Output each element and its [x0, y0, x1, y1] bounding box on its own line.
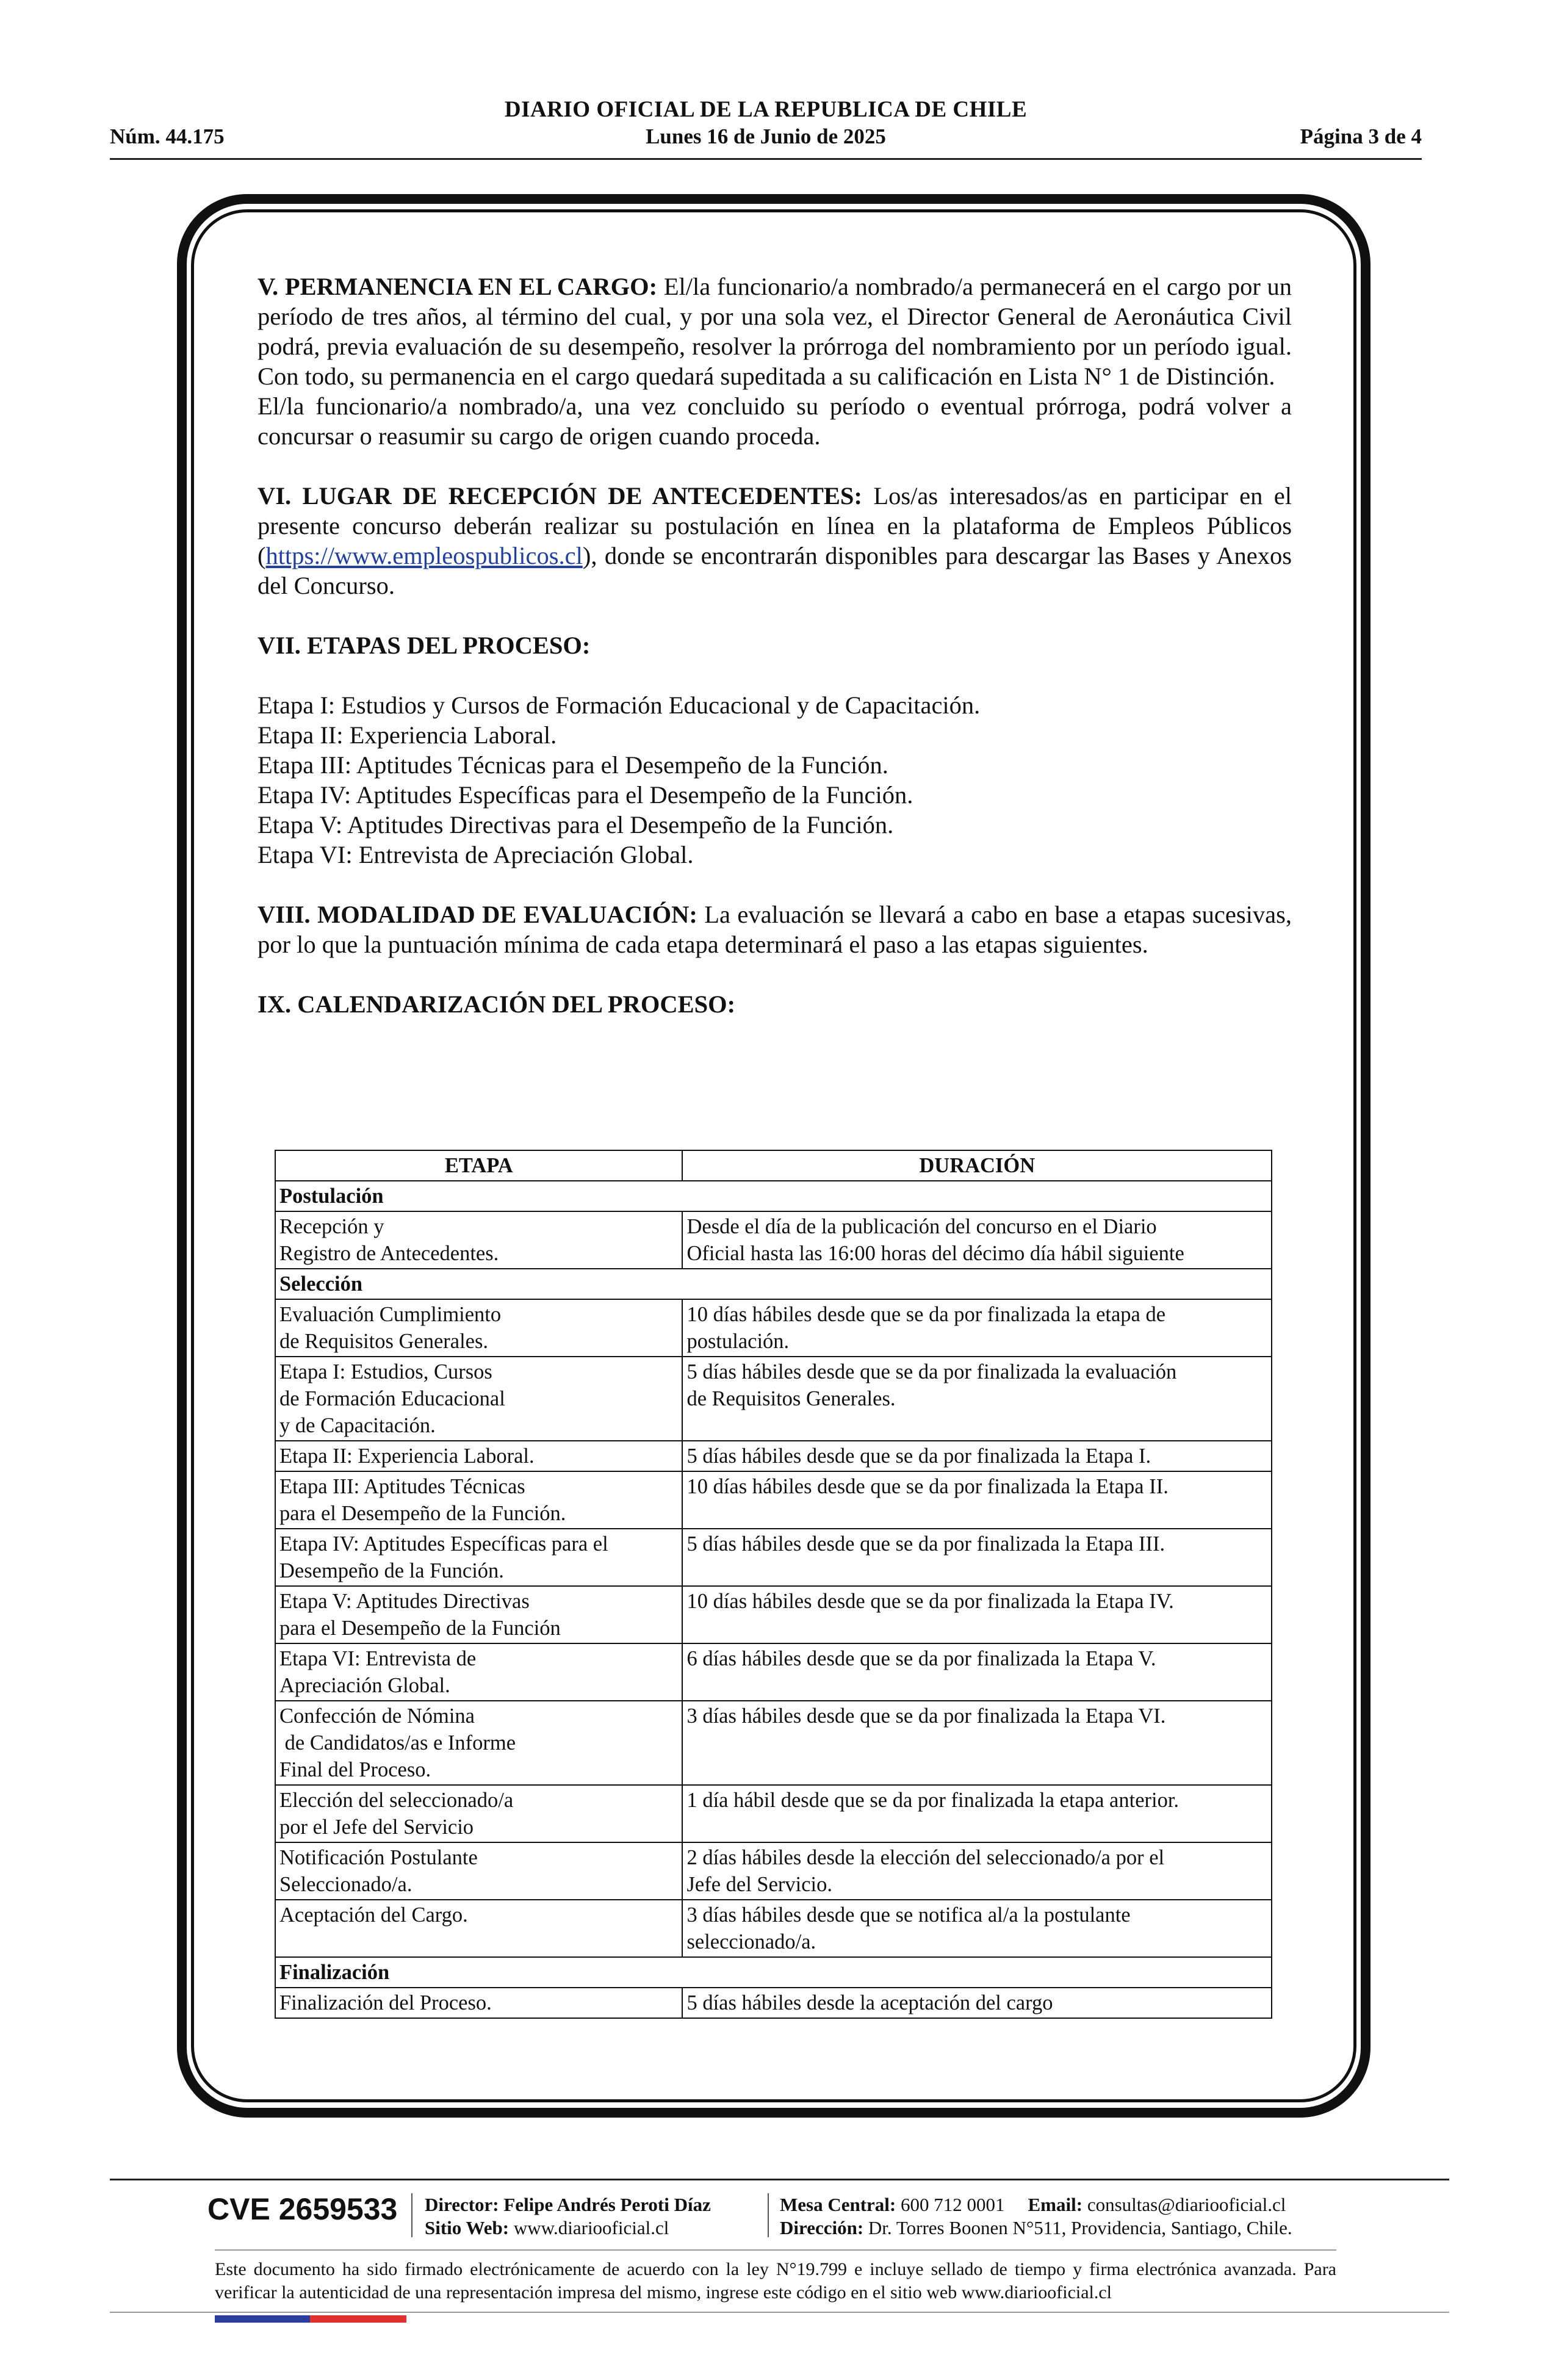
cell-duracion [682, 1471, 1272, 1529]
calendar-table [275, 1150, 1272, 2019]
cell-etapa [275, 1988, 682, 2018]
table-row [275, 1785, 1272, 1842]
website-line [425, 2216, 711, 2240]
cell-line: 5 días hábiles desde que se da por finalizada la Etapa I. [686, 1444, 1151, 1468]
footer-separator [768, 2193, 769, 2237]
document-body [258, 272, 1292, 1049]
address-text: Dr. Torres Boonen N°511, Providencia, Santiago, Chile. [863, 2217, 1292, 2238]
cell-etapa [275, 1299, 682, 1357]
cell-line: 5 días hábiles desde la aceptación del cargo [686, 1991, 1053, 2014]
stage-list [258, 690, 1292, 870]
cell-line: seleccionado/a. [686, 1930, 816, 1953]
cell-line: 10 días hábiles desde que se da por finalizada la Etapa II. [686, 1475, 1169, 1498]
group-finalizacion: Finalización [275, 1957, 1272, 1988]
director-name: Felipe Andrés Peroti Díaz [499, 2194, 711, 2215]
cell-line: por el Jefe del Servicio [279, 1816, 474, 1839]
cell-duracion [682, 1211, 1272, 1269]
cell-etapa [275, 1643, 682, 1701]
cell-line: Aceptación del Cargo. [279, 1903, 468, 1927]
cell-line: de Formación Educacional [279, 1387, 505, 1410]
cell-etapa [275, 1586, 682, 1643]
cell-line: para el Desempeño de la Función. [279, 1502, 566, 1525]
cell-line: Oficial hasta las 16:00 horas del décimo día hábil siguiente [686, 1242, 1184, 1265]
cell-line: Etapa IV: Aptitudes Específicas para el [279, 1532, 608, 1556]
cell-line: de Requisitos Generales. [686, 1387, 896, 1410]
cell-line: Jefe del Servicio. [686, 1873, 833, 1896]
website-link[interactable]: www.diariooficial.cl [509, 2217, 669, 2238]
cell-duracion [682, 1643, 1272, 1701]
table-row [275, 1900, 1272, 1957]
cell-line: de Requisitos Generales. [279, 1330, 489, 1353]
table-header-row [275, 1150, 1272, 1181]
cell-line: Etapa II: Experiencia Laboral. [279, 1444, 535, 1468]
footer-separator [411, 2193, 412, 2237]
page-header [110, 92, 1422, 160]
cell-duracion [682, 1299, 1272, 1357]
cell-line: 3 días hábiles desde que se da por finalizada la Etapa VI. [686, 1704, 1166, 1728]
section-modalidad [258, 900, 1292, 959]
table-row [275, 1211, 1272, 1269]
cell-etapa [275, 1900, 682, 1957]
cell-line: de Candidatos/as e Informe [279, 1731, 516, 1754]
section-permanencia [258, 272, 1292, 451]
cell-line: Desempeño de la Función. [279, 1559, 504, 1582]
cell-line: Etapa I: Estudios, Cursos [279, 1360, 492, 1383]
table-row [275, 1586, 1272, 1643]
paragraph: El/la funcionario/a nombrado/a, una vez concluido su período o eventual prórroga, podrá volver a concursar o reasumir su cargo de origen cuando proceda. [258, 392, 1292, 450]
cell-line: 3 días hábiles desde que se notifica al/a la postulante [686, 1903, 1131, 1927]
paragraph-text: Los/as interesados/as en participar en el presente concurso deberán realizar su postulación en línea en la plataforma de Empleos Públicos ( [258, 482, 1292, 569]
table-row [275, 1643, 1272, 1701]
section-heading: VI. LUGAR DE RECEPCIÓN DE ANTECEDENTES: [258, 482, 862, 510]
table-row [275, 1471, 1272, 1529]
cell-line: Seleccionado/a. [279, 1873, 412, 1896]
table-row [275, 1357, 1272, 1441]
paragraph [258, 900, 1292, 959]
cell-line: postulación. [686, 1330, 790, 1353]
website-label: Sitio Web: [425, 2217, 510, 2238]
cell-line: Recepción y [279, 1215, 384, 1238]
cell-duracion [682, 1785, 1272, 1842]
group-postulacion: Postulación [275, 1181, 1272, 1211]
cell-line: 2 días hábiles desde la elección del seleccionado/a por el [686, 1846, 1165, 1869]
cell-line: 5 días hábiles desde que se da por finalizada la Etapa III. [686, 1532, 1165, 1556]
list-item: Etapa VI: Entrevista de Apreciación Global. [258, 841, 694, 868]
cell-etapa [275, 1471, 682, 1529]
cell-line: Etapa VI: Entrevista de [279, 1647, 477, 1670]
section-heading: V. PERMANENCIA EN EL CARGO: [258, 273, 658, 300]
paragraph [258, 481, 1292, 600]
page-number: Página 3 de 4 [1300, 124, 1422, 148]
cell-etapa [275, 1529, 682, 1586]
section-etapas [258, 630, 1292, 870]
paragraph-text: El/la funcionario/a nombrado/a permanecerá en el cargo por un período de tres años, al término del cual, y por una sola vez, el Director General de Aeronáutica Civil podrá, previa evaluación de su desempeño, resolver la prórroga del nombramiento por un período igual. Con todo, su permanencia en el cargo quedará supeditada a su calificación en Lista N° 1 de Distinción. [258, 273, 1292, 390]
cell-line: Notificación Postulante [279, 1846, 478, 1869]
cell-etapa [275, 1441, 682, 1471]
section-calendario [258, 989, 1292, 1019]
section-heading: VIII. MODALIDAD DE EVALUACIÓN: [258, 901, 697, 928]
cell-line: y de Capacitación. [279, 1414, 436, 1437]
flag-stripe-blue [215, 2315, 310, 2323]
list-item: Etapa III: Aptitudes Técnicas para el Desempeño de la Función. [258, 751, 888, 779]
section-heading: IX. CALENDARIZACIÓN DEL PROCESO: [258, 990, 736, 1018]
footer-divider [110, 2179, 1449, 2180]
list-item: Etapa V: Aptitudes Directivas para el Desempeño de la Función. [258, 811, 894, 838]
cell-line: Confección de Nómina [279, 1704, 475, 1728]
group-seleccion: Selección [275, 1269, 1272, 1299]
address-label: Dirección: [780, 2217, 864, 2238]
cell-etapa [275, 1842, 682, 1900]
table-group-row [275, 1269, 1272, 1299]
table-group-row [275, 1181, 1272, 1211]
cell-line: Evaluación Cumplimiento [279, 1303, 502, 1326]
address-line [780, 2216, 1292, 2240]
director-label: Director: [425, 2194, 499, 2215]
table-row [275, 1988, 1272, 2018]
cell-line: 6 días hábiles desde que se da por finalizada la Etapa V. [686, 1647, 1156, 1670]
cell-line: 1 día hábil desde que se da por finalizada la etapa anterior. [686, 1789, 1180, 1812]
cell-duracion [682, 1988, 1272, 2018]
cell-line: 5 días hábiles desde que se da por finalizada la evaluación [686, 1360, 1177, 1383]
cell-line: Desde el día de la publicación del concurso en el Diario [686, 1215, 1157, 1238]
cell-duracion [682, 1441, 1272, 1471]
section-lugar [258, 481, 1292, 600]
cell-line: Etapa V: Aptitudes Directivas [279, 1590, 530, 1613]
cell-line: 10 días hábiles desde que se da por finalizada la etapa de [686, 1303, 1166, 1326]
phone-email-line [780, 2193, 1292, 2216]
flag-stripe-red [310, 2315, 406, 2323]
cell-line: Finalización del Proceso. [279, 1991, 492, 2014]
cell-etapa [275, 1701, 682, 1785]
cell-line: Apreciación Global. [279, 1674, 450, 1697]
list-item: Etapa II: Experiencia Laboral. [258, 721, 557, 749]
cell-etapa [275, 1211, 682, 1269]
mesa-phone: 600 712 0001 [896, 2194, 1005, 2215]
section-heading: VII. ETAPAS DEL PROCESO: [258, 632, 591, 659]
column-header-etapa: ETAPA [275, 1150, 682, 1181]
footer-divider [215, 2249, 1336, 2251]
cell-line: Registro de Antecedentes. [279, 1242, 499, 1265]
list-item: Etapa I: Estudios y Cursos de Formación Educacional y de Capacitación. [258, 691, 981, 719]
cell-duracion [682, 1900, 1272, 1957]
table-group-row [275, 1957, 1272, 1988]
email-label: Email: [1028, 2194, 1083, 2215]
newspaper-title: DIARIO OFICIAL DE LA REPUBLICA DE CHILE [504, 97, 1028, 122]
paragraph-text: ), donde se encontrarán disponibles para descargar las Bases y Anexos del Concurso. [258, 542, 1292, 599]
cell-etapa [275, 1785, 682, 1842]
column-header-duracion: DURACIÓN [682, 1150, 1272, 1181]
cell-line: Final del Proceso. [279, 1758, 431, 1781]
cell-etapa [275, 1357, 682, 1441]
empleos-publicos-link[interactable]: https://www.empleospublicos.cl [265, 542, 583, 569]
cell-line: para el Desempeño de la Función [279, 1617, 561, 1640]
mesa-label: Mesa Central: [780, 2194, 896, 2215]
issue-number: Núm. 44.175 [110, 124, 225, 148]
cve-code: CVE 2659533 [207, 2192, 398, 2226]
legal-notice: Este documento ha sido firmado electrónicamente de acuerdo con la ley N°19.799 e incluye sellado de tiempo y firma electrónica avanzada. Para verificar la autenticidad de una representación impresa del mismo, ingrese este código en el sitio web www.diariooficial.cl [215, 2259, 1336, 2302]
cell-duracion [682, 1701, 1272, 1785]
email-link[interactable]: consultas@diariooficial.cl [1082, 2194, 1286, 2215]
footer-contact-block [780, 2193, 1292, 2240]
cell-line: Etapa III: Aptitudes Técnicas [279, 1475, 525, 1498]
cell-line: 10 días hábiles desde que se da por finalizada la Etapa IV. [686, 1590, 1174, 1613]
table-row [275, 1441, 1272, 1471]
table-row [275, 1529, 1272, 1586]
list-item: Etapa IV: Aptitudes Específicas para el Desempeño de la Función. [258, 781, 913, 809]
cell-line: Elección del seleccionado/a [279, 1789, 514, 1812]
director-line [425, 2193, 711, 2216]
paragraph [258, 272, 1292, 391]
issue-date: Lunes 16 de Junio de 2025 [646, 124, 886, 148]
paragraph-text: La evaluación se llevará a cabo en base a etapas sucesivas, por lo que la puntuación mínima de cada etapa determinará el paso a las etapas siguientes. [258, 901, 1292, 958]
cell-duracion [682, 1586, 1272, 1643]
table-row [275, 1842, 1272, 1900]
table-row [275, 1701, 1272, 1785]
footer-divider [110, 2312, 1449, 2313]
cell-duracion [682, 1529, 1272, 1586]
footer-director-block [425, 2193, 711, 2240]
table-row [275, 1299, 1272, 1357]
cell-duracion [682, 1842, 1272, 1900]
cell-duracion [682, 1357, 1272, 1441]
